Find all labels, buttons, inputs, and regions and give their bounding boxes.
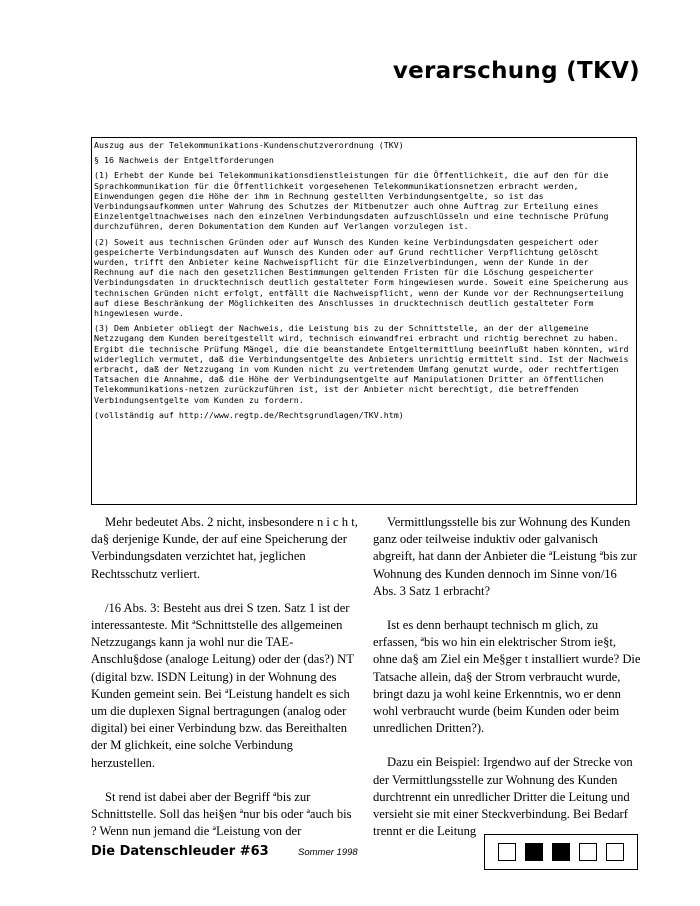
page-marker-squares <box>484 834 638 870</box>
quote-section-title: § 16 Nachweis der Entgeltforderungen <box>94 155 274 166</box>
body-paragraph: St rend ist dabei aber der Begriff ªbis zur Schnittstelle. Soll das hei§en ªnur bis oder ªauch bis ? Wenn nun jemand die ªLeistung von der <box>91 789 352 839</box>
publication-name: Die Datenschleuder #63 <box>91 844 269 859</box>
page-title: verarschung (TKV) <box>392 58 640 84</box>
body-paragraph: Dazu ein Beispiel: Irgendwo auf der Strecke von der Vermittlungsstelle zur Wohnung des Kunden durchtrennt ein unredlicher Dritter die Leitung und versieht sie mit einer Steckverbindung. Bei Bedarf trennt er die Leitung <box>373 755 633 839</box>
quote-source: (vollständig auf http://www.regtp.de/Rechtsgrundlagen/TKV.htm) <box>94 409 404 420</box>
text-column-right <box>373 514 641 857</box>
quote-paragraph-3: (3) Dem Anbieter obliegt der Nachweis, die Leistung bis zu der Schnittstelle, an der der allgemeine Netzzugang dem Kunden bereitgestellt wird, technisch einwandfrei erbracht und richtig berechnet zu haben. Ergibt die technische Prüfung Mängel, die die beanstandete Entgeltermittlung beeinflußt haben könnten, wird widerleglich vermutet, daß die Verbindungsentgelte des Anbieters unrichtig ermittelt sind. Ist der Nachweis erbracht, daß der Netzzugang in vom Kunden nicht zu vertretendem Umfang genutzt wurde, oder rechtfertigen Tatsachen die Annahme, daß die Höhe der Verbindungsentgelte auf Manipulationen Dritter an öffentlichen Telekommunikations-netzen zurückzuführen ist, ist der Anbieter nicht berechtigt, die betreffenden Verbindungsentgelte vom Kunden zu fordern. <box>94 323 629 405</box>
marker-square-1 <box>498 843 516 861</box>
marker-square-4 <box>579 843 597 861</box>
marker-square-2 <box>525 843 543 861</box>
body-paragraph: /16 Abs. 3: Besteht aus drei S tzen. Satz 1 ist der interessanteste. Mit ªSchnittstelle des allgemeinen Netzzugangs kann ja wohl nur die TAE-Anschlu§dose (analoge Leitung) oder der (das?) NT (digital bzw. ISDN Leitung) in der Wohnung des Kunden gemeint sein. Bei ªLeistung handelt es sich um die duplexen Signal bertragungen (analog oder digital) bei einer Verbindung bzw. das Bereithalten der M glichkeit, eine solche Verbindung herzustellen. <box>91 600 354 770</box>
quote-paragraph-1: (1) Erhebt der Kunde bei Telekommunikationsdienstleistungen für die Öffentlichkeit, die auf den für die Sprachkommunikation für die Öffentlichkeit vorgesehenen Telekommunikationsnetzen erbracht werden, Einwendungen gegen die Höhe der ihm in Rechnung gestellten Verbindungsentgelte, so ist das Verbindungsaufkommen unter Wahrung des Schutzes der Mitbenutzer auch ohne Auftrag zur Erteilung eines Einzelentgeltnachweises nach den einzelnen Verbindungsdaten aufzuschlüsseln und eine technische Prüfung durchzuführen, deren Dokumentation dem Kunden auf Verlangen vorzulegen ist. <box>94 170 609 232</box>
body-paragraph: Mehr bedeutet Abs. 2 nicht, insbesondere n i c h t, da§ derjenige Kunde, der auf eine Speicherung der Verbindungsdaten verzichtet hat, jeglichen Rechtsschutz verliert. <box>91 515 358 581</box>
marker-square-5 <box>606 843 624 861</box>
body-paragraph: Ist es denn berhaupt technisch m glich, zu erfassen, ªbis wo hin ein elektrischer Strom ie§t, ohne da§ am Ziel ein Me§ger t installiert wurde? Die Tatsache allein, da§ der Strom verbraucht wurde, bringt dazu ja wohl keine Erkenntnis, wo er denn wohl verbraucht wurde (beim Kunden oder beim unredlichen Dritten?). <box>373 618 641 736</box>
text-column-left <box>91 514 359 857</box>
body-paragraph: Vermittlungsstelle bis zur Wohnung des Kunden ganz oder teilweise induktiv oder galvanisch abgreift, hat dann der Anbieter die ªLeistung ªbis zur Wohnung des Kunden dennoch im Sinne von/16 Abs. 3 Satz 1 erbracht? <box>373 515 637 598</box>
quote-paragraph-2: (2) Soweit aus technischen Gründen oder auf Wunsch des Kunden keine Verbindungsdaten gespeichert oder gespeicherte Verbindungsdaten auf Wunsch des Kunden oder auf Grund rechtlicher Verpflichtung gelöscht wurden, trifft den Anbieter keine Nachweispflicht für die Einzelverbindungen, wenn der Kunde in der Rechnung auf die nach den gesetzlichen Bestimmungen geltenden Fristen für die Löschung gespeicherter Verbindungsdaten in drucktechnisch deutlich gestalteter Form hingewiesen wurde. Soweit eine Speicherung aus technischen Gründen nicht erfolgt, entfällt die Nachweispflicht, wenn der Kunde vor der Rechnungserteilung auf diese Beschränkung der Möglichkeiten des Anschlusses in drucktechnisch deutlich gestalteter Form hingewiesen wurde. <box>94 236 629 319</box>
marker-square-3 <box>552 843 570 861</box>
issue-date: Sommer 1998 <box>298 847 358 858</box>
quote-box <box>91 137 637 505</box>
quote-heading: Auszug aus der Telekommunikations-Kundenschutzverordnung (TKV) <box>94 140 404 150</box>
